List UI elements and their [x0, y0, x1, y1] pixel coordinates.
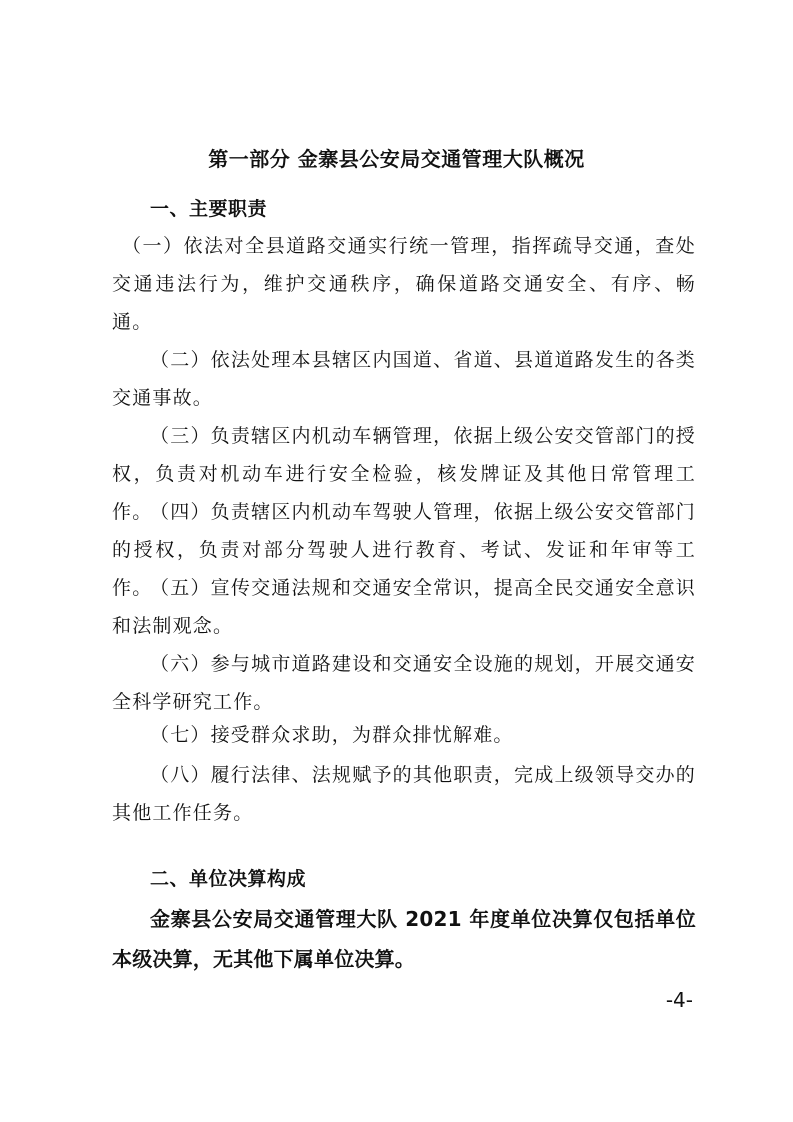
- composition-body: 金寨县公安局交通管理大队 2021 年度单位决算仅包括单位本级决算，无其他下属单位决算。: [112, 907, 696, 971]
- responsibility-item-2: （二）依法处理本县辖区内国道、省道、县道道路发生的各类交通事故。: [112, 349, 696, 409]
- responsibility-item-8: （八）履行法律、法规赋予的其他职责，完成上级领导交办的其他工作任务。: [112, 764, 696, 824]
- responsibility-item-4: （四）负责辖区内机动车驾驶人管理，依据上级公安交管部门的授权，负责对部分驾驶人进行教育、考试、发证和年审等工作。: [112, 501, 696, 599]
- section-heading-responsibilities: 一、主要职责: [150, 198, 268, 220]
- page-number: -4-: [665, 988, 693, 1012]
- responsibility-item-6: （六）参与城市道路建设和交通安全设施的规划，开展交通安全科学研究工作。: [112, 653, 696, 713]
- section-heading-composition: 二、单位决算构成: [150, 868, 307, 890]
- responsibility-item-5: （五）宣传交通法规和交通安全常识，提高全民交通安全意识和法制观念。: [112, 577, 696, 637]
- responsibility-item-3: （三）负责辖区内机动车辆管理，依据上级公安交管部门的授权，负责对机动车进行安全检验，核发牌证及其他日常管理工作。: [112, 425, 696, 523]
- responsibility-item-7: （七）接受群众求助，为群众排忧解难。: [150, 724, 514, 746]
- responsibility-item-1: （一）依法对全县道路交通实行统一管理，指挥疏导交通，查处交通违法行为，维护交通秩序，确保道路交通安全、有序、畅通。: [112, 235, 696, 333]
- document-title: 第一部分 金寨县公安局交通管理大队概况: [208, 147, 585, 171]
